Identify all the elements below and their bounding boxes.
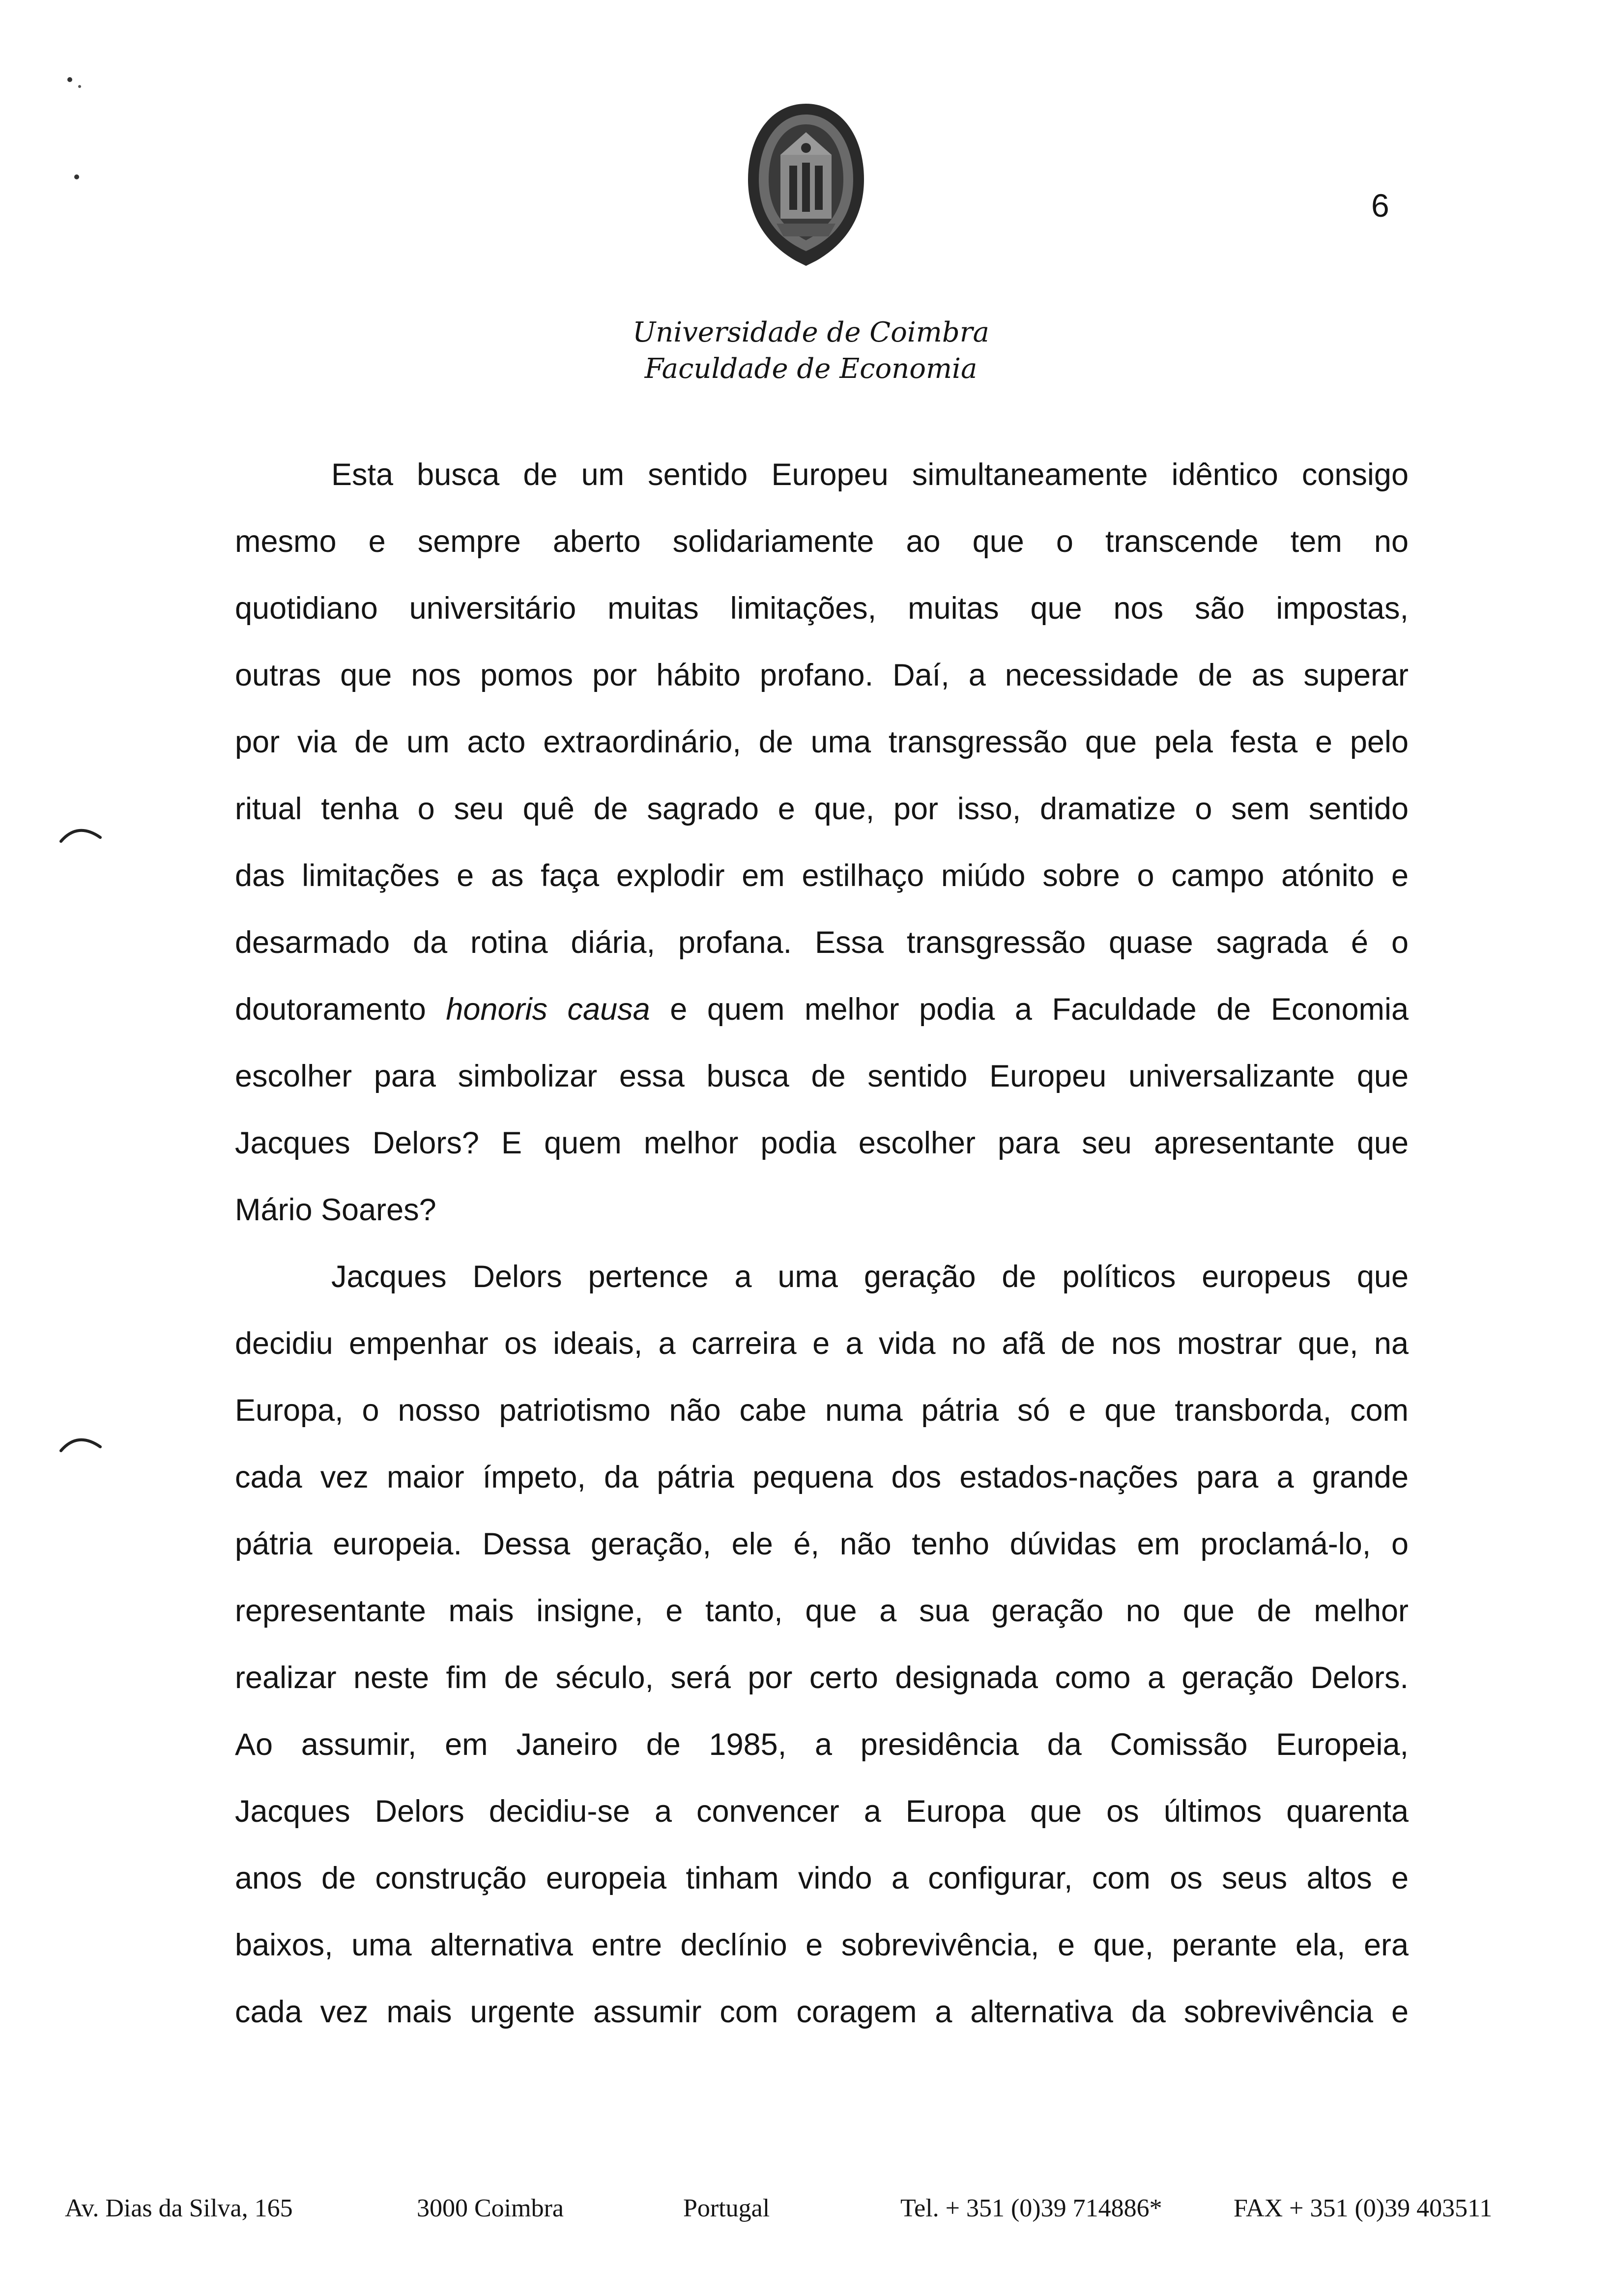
text-line: escolher para simbolizar essa busca de sentido Europeu universalizante que bbox=[235, 1059, 1409, 1093]
body-text bbox=[235, 451, 1409, 2055]
text-line: anos de construção europeia tinham vindo a configurar, com os seus altos e bbox=[235, 1861, 1409, 1895]
text-line: Jacques Delors decidiu-se a convencer a Europa que os últimos quarenta bbox=[235, 1794, 1409, 1829]
letterhead bbox=[590, 315, 1032, 387]
text-line: cada vez mais urgente assumir com coragem a alternativa da sobrevivência e bbox=[235, 1995, 1409, 2029]
text-line: baixos, uma alternativa entre declínio e sobrevivência, e que, perante ela, era bbox=[235, 1928, 1409, 1962]
text-line: ritual tenha o seu quê de sagrado e que, por isso, dramatize o sem sentido bbox=[235, 792, 1409, 826]
text-line: mesmo e sempre aberto solidariamente ao que o transcende tem no bbox=[235, 524, 1409, 559]
faculty-name: Faculdade de Economia bbox=[644, 353, 978, 385]
text-line: Mário Soares? bbox=[235, 1193, 436, 1227]
footer-country: Portugal bbox=[683, 2194, 770, 2222]
text-line: quotidiano universitário muitas limitações, muitas que nos são impostas, bbox=[235, 591, 1409, 626]
text-line: realizar neste fim de século, será por certo designada como a geração Delors. bbox=[235, 1661, 1409, 1695]
paragraph bbox=[235, 1253, 1409, 2055]
text-line: Ao assumir, em Janeiro de 1985, a presidência da Comissão Europeia, bbox=[235, 1727, 1409, 1762]
university-seal-icon bbox=[742, 101, 870, 268]
italic-term: honoris causa bbox=[446, 992, 650, 1027]
footer-city: 3000 Coimbra bbox=[417, 2194, 564, 2222]
university-name: Universidade de Coimbra bbox=[633, 316, 989, 348]
paragraph bbox=[235, 451, 1409, 1253]
text-line: Europa, o nosso patriotismo não cabe numa pátria só e que transborda, com bbox=[235, 1393, 1409, 1428]
text-line: decidiu empenhar os ideais, a carreira e a vida no afã de nos mostrar que, na bbox=[235, 1326, 1409, 1361]
page-number: 6 bbox=[1371, 187, 1389, 224]
footer-address: Av. Dias da Silva, 165 bbox=[65, 2194, 293, 2222]
margin-bracket-mark bbox=[58, 816, 107, 850]
scan-mark-top bbox=[49, 74, 98, 187]
text-line: cada vez maior ímpeto, da pátria pequena dos estados-nações para a grande bbox=[235, 1460, 1409, 1494]
text-line: outras que nos pomos por hábito profano. Daí, a necessidade de as superar bbox=[235, 658, 1409, 692]
margin-bracket-mark bbox=[58, 1425, 107, 1460]
text-line: por via de um acto extraordinário, de uma transgressão que pela festa e pelo bbox=[235, 725, 1409, 759]
text-line bbox=[235, 986, 1409, 1053]
text-line: das limitações e as faça explodir em estilhaço miúdo sobre o campo atónito e bbox=[235, 859, 1409, 893]
text-fragment: e quem melhor podia a Faculdade de Economia bbox=[670, 992, 1409, 1027]
text-line: Jacques Delors? E quem melhor podia escolher para seu apresentante que bbox=[235, 1126, 1409, 1160]
text-fragment: doutoramento bbox=[235, 992, 426, 1027]
text-line: pátria europeia. Dessa geração, ele é, não tenho dúvidas em proclamá-lo, o bbox=[235, 1527, 1409, 1561]
text-line: Esta busca de um sentido Europeu simultaneamente idêntico consigo bbox=[331, 458, 1409, 492]
text-line: desarmado da rotina diária, profana. Essa transgressão quase sagrada é o bbox=[235, 925, 1409, 960]
text-line: representante mais insigne, e tanto, que a sua geração no que de melhor bbox=[235, 1594, 1409, 1628]
text-line: Jacques Delors pertence a uma geração de políticos europeus que bbox=[331, 1260, 1409, 1294]
footer-fax: FAX + 351 (0)39 403511 bbox=[1234, 2194, 1493, 2222]
footer-telephone: Tel. + 351 (0)39 714886* bbox=[900, 2194, 1162, 2222]
